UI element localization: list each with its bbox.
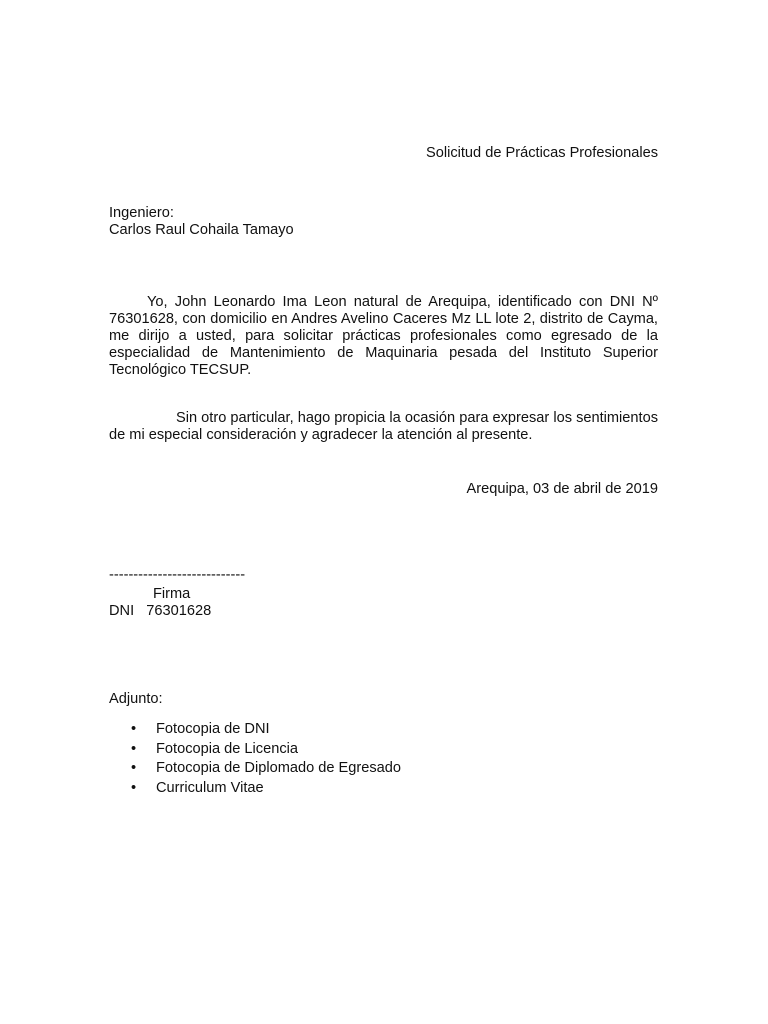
attachments-heading xyxy=(109,691,658,708)
attachment-label: Fotocopia de Licencia xyxy=(156,740,298,757)
letter-title-text: Solicitud de Prácticas Profesionales xyxy=(426,145,658,161)
list-item xyxy=(109,779,401,799)
signature-block xyxy=(109,567,658,620)
attachments-list xyxy=(109,720,401,798)
list-item xyxy=(109,759,401,779)
attachment-label: Fotocopia de Diplomado de Egresado xyxy=(156,760,402,776)
bullet-icon: • xyxy=(131,779,137,796)
signature-label: Firma xyxy=(153,586,191,602)
body-paragraph-1: Yo, John Leonardo Ima Leon natural de Arequipa, identificado con DNI Nº 76301628, con domicilio en Andres Avelino Caceres Mz LL lote 2, distrito de Cayma, me dirijo a usted, para solicitar prácticas profesionales como egresado de la especialidad de Mantenimiento de Maquinaria pesada del Instituto Superior Tecnológico TECSUP. xyxy=(109,294,658,378)
attachment-label: Curriculum Vitae xyxy=(156,779,264,796)
list-item xyxy=(109,740,401,760)
letter-title xyxy=(109,145,658,162)
bullet-icon: • xyxy=(131,740,137,757)
body-paragraph-2: Sin otro particular, hago propicia la ocasión para expresar los sentimientos de mi especial consideración y agradecer la atención al presente. xyxy=(109,410,658,443)
attachment-label: Fotocopia de DNI xyxy=(156,721,270,737)
recipient-name: Carlos Raul Cohaila Tamayo xyxy=(109,222,294,238)
bullet-icon: • xyxy=(131,721,137,737)
bullet-icon: • xyxy=(131,760,137,776)
place-date-text: Arequipa, 03 de abril de 2019 xyxy=(466,481,658,497)
place-date xyxy=(109,481,658,498)
signature-line: ---------------------------- xyxy=(109,567,246,583)
signature-dni: DNI 76301628 xyxy=(109,603,212,619)
recipient-block xyxy=(109,205,658,239)
attachments-heading-text: Adjunto: xyxy=(109,691,163,707)
list-item xyxy=(109,720,401,740)
recipient-salutation: Ingeniero: xyxy=(109,205,174,221)
